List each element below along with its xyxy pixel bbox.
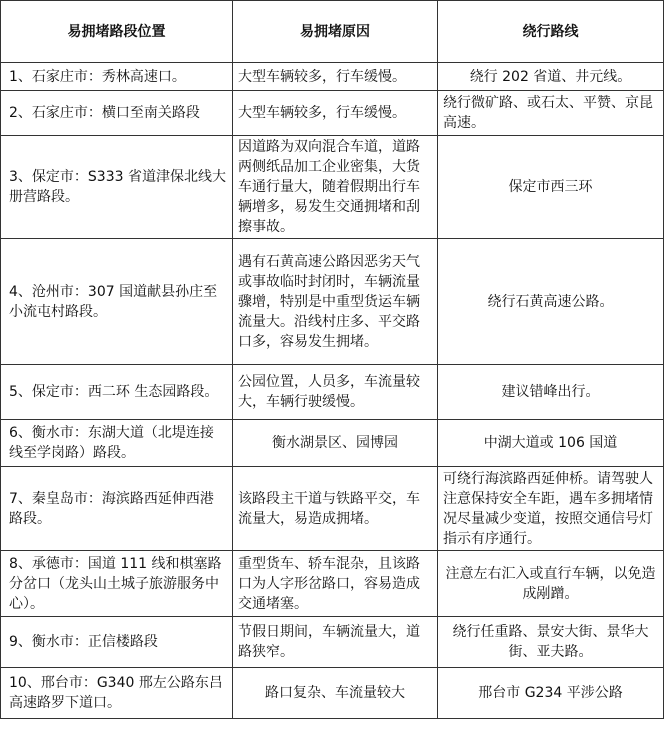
row-route: 中湖大道或 106 国道 [438,420,664,467]
row-reason: 路口复杂、车流量较大 [233,668,438,719]
row-route: 绕行石黄高速公路。 [438,239,664,365]
table-row [1,365,664,420]
table-row [1,136,664,239]
row-location: 8、承德市：国道 111 线和棋塞路分岔口（龙头山土城子旅游服务中心）。 [1,551,233,617]
row-location: 1、石家庄市：秀林高速口。 [1,63,233,91]
row-route: 绕行微矿路、或石太、平赞、京昆高速。 [438,91,664,136]
row-reason: 重型货车、轿车混杂，且该路口为人字形岔路口，容易造成交通堵塞。 [233,551,438,617]
table-row [1,551,664,617]
table-row [1,420,664,467]
row-reason: 公园位置，人员多，车流量较大，车辆行驶缓慢。 [233,365,438,420]
row-route: 绕行 202 省道、井元线。 [438,63,664,91]
row-reason: 该路段主干道与铁路平交，车流量大，易造成拥堵。 [233,467,438,551]
row-route: 可绕行海滨路西延伸桥。请驾驶人注意保持安全车距，遇车多拥堵情况尽量减少变道，按照交通信号灯指示有序通行。 [438,467,664,551]
table-row [1,63,664,91]
row-location: 5、保定市：西二环 生态园路段。 [1,365,233,420]
row-reason: 大型车辆较多，行车缓慢。 [233,91,438,136]
row-reason: 大型车辆较多，行车缓慢。 [233,63,438,91]
row-route: 注意左右汇入或直行车辆，以免造成剐蹭。 [438,551,664,617]
row-route: 邢台市 G234 平涉公路 [438,668,664,719]
row-reason: 因道路为双向混合车道，道路两侧纸品加工企业密集，大货车通行量大，随着假期出行车辆增多，易发生交通拥堵和刮擦事故。 [233,136,438,239]
table-row [1,239,664,365]
header-reason: 易拥堵原因 [233,1,438,63]
row-location: 3、保定市：S333 省道津保北线大册营路段。 [1,136,233,239]
row-location: 6、衡水市：东湖大道（北堤连接线至学岗路）路段。 [1,420,233,467]
row-location: 9、衡水市：正信楼路段 [1,617,233,668]
row-route: 绕行任重路、景安大街、景华大街、亚夫路。 [438,617,664,668]
row-reason: 节假日期间，车辆流量大，道路狭窄。 [233,617,438,668]
header-row [1,1,664,63]
table-row [1,617,664,668]
table-row [1,467,664,551]
table-row [1,91,664,136]
table-row [1,668,664,719]
row-route: 保定市西三环 [438,136,664,239]
row-location: 4、沧州市：307 国道献县孙庄至小流屯村路段。 [1,239,233,365]
row-location: 10、邢台市：G340 邢左公路东吕高速路罗下道口。 [1,668,233,719]
row-reason: 遇有石黄高速公路因恶劣天气或事故临时封闭时，车辆流量骤增，特别是中重型货运车辆流量大。沿线村庄多、平交路口多，容易发生拥堵。 [233,239,438,365]
header-location: 易拥堵路段位置 [1,1,233,63]
header-route: 绕行路线 [438,1,664,63]
row-location: 7、秦皇岛市：海滨路西延伸西港路段。 [1,467,233,551]
row-reason: 衡水湖景区、园博园 [233,420,438,467]
row-route: 建议错峰出行。 [438,365,664,420]
row-location: 2、石家庄市：横口至南关路段 [1,91,233,136]
